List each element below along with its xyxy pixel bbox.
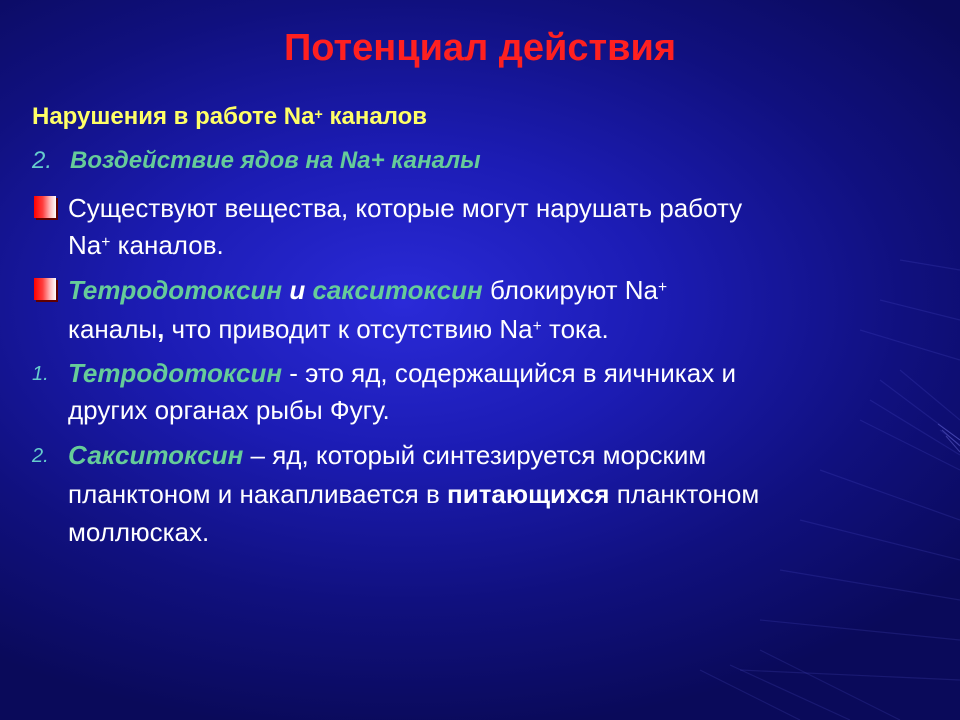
- item1-number: 1.: [32, 363, 49, 385]
- subtitle-suffix: каналов: [322, 103, 428, 130]
- square-bullet-icon: [34, 278, 56, 300]
- subtitle-prefix: Нарушения в работе Na: [32, 103, 315, 130]
- section-heading: Воздействие ядов на Na+ каналы: [70, 147, 481, 174]
- bullet2-line2-superscript: +: [532, 318, 542, 335]
- subtitle-superscript: +: [314, 107, 323, 123]
- saxitoxin-term: сакситоксин: [312, 275, 483, 305]
- item2-term: Сакситоксин: [68, 440, 244, 470]
- bullet1-suffix: каналов.: [110, 230, 224, 260]
- bullet2-channels: каналы: [68, 314, 158, 344]
- square-bullet-icon: [34, 196, 56, 218]
- item1-line2: других органах рыбы Фугу.: [68, 395, 390, 425]
- bullet2-line1: [68, 272, 667, 308]
- item1-rest: - это яд, содержащийся в яичниках и: [282, 358, 736, 388]
- tetrodotoxin-term: Тетродотоксин: [68, 275, 283, 305]
- bullet1-superscript: +: [101, 234, 111, 251]
- item2-rest: – яд, который синтезируется морским: [243, 440, 707, 470]
- item2-number: 2.: [32, 445, 49, 467]
- bullet2-comma: ,: [157, 314, 165, 344]
- item1-line1: [68, 355, 736, 391]
- bullet2-line2-end: тока.: [541, 314, 609, 344]
- item2-line2-b: планктоном: [609, 479, 760, 509]
- bullet1-line2: [68, 227, 224, 263]
- item2-line2-a: планктоном и накапливается в: [68, 479, 448, 509]
- bullet2-rest: блокируют Na: [482, 275, 658, 305]
- section-number: 2.: [32, 147, 53, 174]
- item2-line3: моллюсках.: [68, 517, 210, 547]
- bullet2-superscript: +: [658, 279, 668, 296]
- bullet1-line1: Существуют вещества, которые могут нарушать работу: [68, 193, 743, 223]
- slide-subtitle: [32, 100, 427, 134]
- bullet1-na: Na: [68, 230, 102, 260]
- slide-title: Потенциал действия: [283, 27, 677, 69]
- item2-line2: [68, 476, 759, 512]
- conjunction: и: [289, 275, 306, 305]
- item2-line2-bold: питающихся: [447, 479, 610, 509]
- item1-term: Тетродотоксин: [68, 358, 283, 388]
- item2-line1: [68, 437, 706, 473]
- bullet2-line2-text: что приводит к отсутствию Na: [164, 314, 533, 344]
- bullet2-line2: [68, 311, 609, 347]
